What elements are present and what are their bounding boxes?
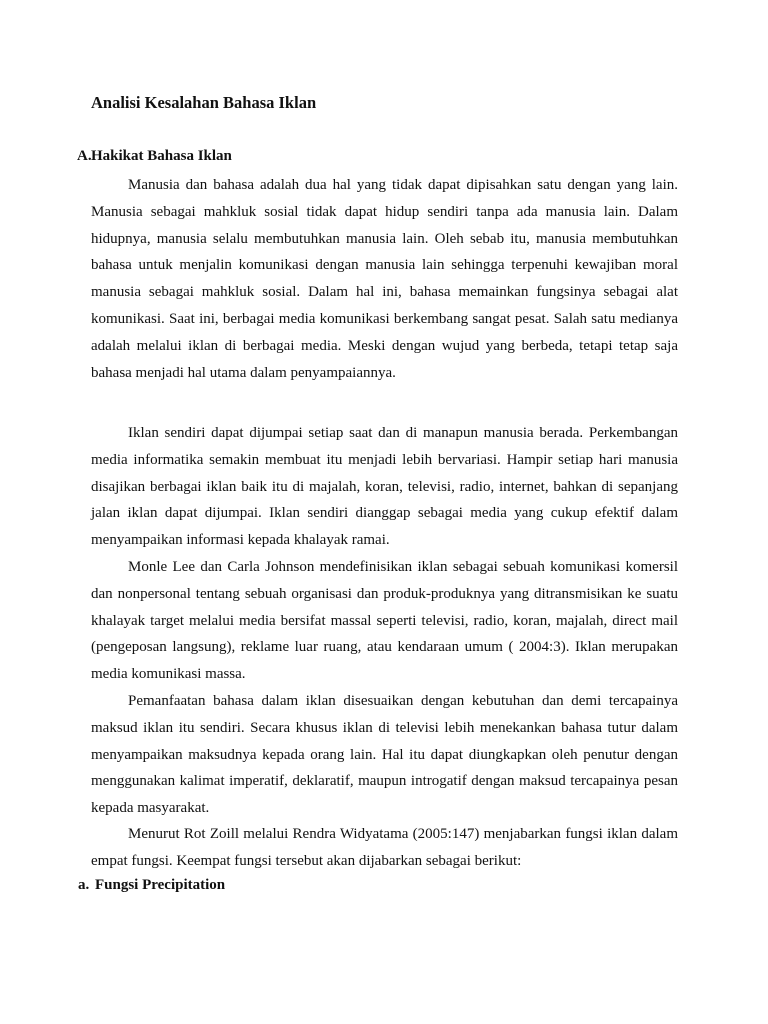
text-line: media komunikasi massa. [91, 666, 246, 683]
paragraph-5 [91, 821, 678, 875]
subsection-label: Fungsi Precipitation [95, 877, 226, 893]
text-line: Monle Lee dan Carla Johnson mendefinisikan iklan sebagai sebuah komunikasi komersil [128, 559, 678, 575]
text-line: hidupnya, manusia selalu membutuhkan manusia lain. Oleh sebab itu, manusia membutuhkan [91, 230, 678, 247]
text-line: Manusia sebagai mahkluk sosial tidak dapat hidup sendiri tanpa ada manusia lain. Dalam [91, 203, 678, 220]
text-line: maksud iklan itu sendiri. Secara khusus iklan di televisi lebih menekankan bahasa tutur dalam [91, 719, 678, 736]
text-line: bahasa untuk menjalin komunikasi dengan manusia lain sehingga terpenuhi kewajiban moral [91, 257, 678, 274]
document-title: Analisi Kesalahan Bahasa Iklan [91, 93, 317, 112]
section-label: Hakikat Bahasa Iklan [91, 148, 232, 164]
text-line: menggunakan kalimat imperatif, deklaratif, maupun introgatif dengan maksud tercapainya pesan [91, 773, 678, 790]
subsection-heading-a [78, 877, 226, 894]
text-line: Iklan sendiri dapat dijumpai setiap saat dan di manapun manusia berada. Perkembangan [128, 425, 678, 441]
text-line: khalayak target melalui media bersifat massal seperti televisi, radio, koran, majalah, direct mail [91, 612, 678, 629]
text-line: disajikan berbagai iklan baik itu di majalah, koran, televisi, radio, internet, bahkan di sepanjang [91, 478, 678, 495]
section-heading-a [77, 148, 232, 165]
paragraph-4 [91, 688, 678, 822]
text-line: jalan iklan dapat dijumpai. Iklan sendiri dianggap sebagai media yang cukup efektif dalam [91, 505, 678, 522]
paragraph-1 [91, 172, 678, 386]
text-line: komunikasi. Saat ini, berbagai media komunikasi berkembang sangat pesat. Salah satu medianya [91, 310, 678, 327]
text-line: media informatika semakin membuat itu menjadi lebih bervariasi. Hampir setiap hari manusia [91, 451, 678, 468]
subsection-marker: a. [78, 877, 90, 893]
text-line: (pengeposan langsung), reklame luar ruang, atau kendaraan umum ( 2004:3). Iklan merupakan [91, 639, 678, 656]
text-line: Pemanfaatan bahasa dalam iklan disesuaikan dengan kebutuhan dan demi tercapainya [128, 693, 678, 709]
text-line: manusia sebagai mahkluk sosial. Dalam hal ini, bahasa memainkan fungsinya sebagai alat [91, 284, 678, 301]
text-line: kepada masyarakat. [91, 800, 210, 817]
text-line: menyampaikan informasi kepada khalayak ramai. [91, 532, 390, 549]
text-line: adalah melalui iklan di berbagai media. Meski dengan wujud yang berbeda, tetapi tetap saja [91, 337, 678, 354]
text-line: menyampaikan maksudnya kepada orang lain. Hal itu dapat diungkapkan oleh penutur dengan [91, 746, 678, 763]
text-line: Menurut Rot Zoill melalui Rendra Widyatama (2005:147) menjabarkan fungsi iklan dalam [128, 826, 678, 842]
text-line: bahasa menjadi hal utama dalam penyampaiannya. [91, 364, 396, 381]
text-line: dan nonpersonal tentang sebuah organisasi dan produk-produknya yang ditransmisikan ke suatu [91, 585, 678, 602]
section-marker: A. [77, 148, 92, 164]
paragraph-3 [91, 554, 678, 688]
paragraph-2 [91, 420, 678, 554]
text-line: Manusia dan bahasa adalah dua hal yang tidak dapat dipisahkan satu dengan yang lain. [128, 177, 678, 193]
text-line: empat fungsi. Keempat fungsi tersebut akan dijabarkan sebagai berikut: [91, 852, 522, 869]
